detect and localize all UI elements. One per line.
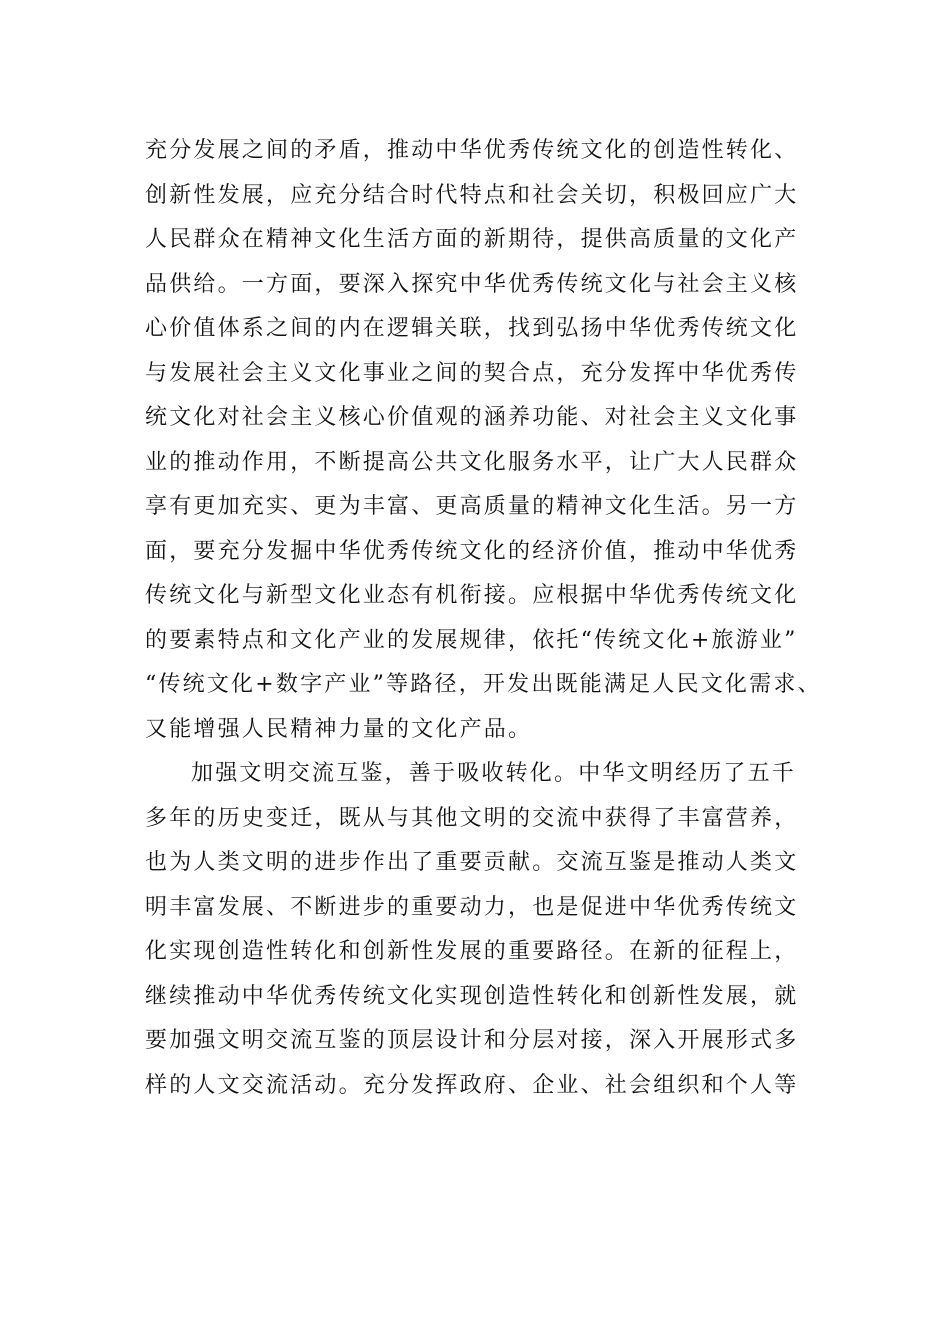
text-line: 要加强文明交流互鉴的顶层设计和分层对接，深入开展形式多: [145, 1028, 799, 1053]
text-line: 的要素特点和文化产业的发展规律，依托“传统文化+旅游业”: [145, 627, 798, 653]
text-line: 心价值体系之间的内在逻辑关联，找到弘扬中华优秀传统文化: [145, 316, 799, 341]
text-line: 享有更加充实、更为丰富、更高质量的精神文化生活。另一方: [145, 494, 799, 519]
text-line: 与发展社会主义文化事业之间的契合点，充分发挥中华优秀传: [145, 360, 799, 386]
text-line: 充分发展之间的矛盾，推动中华优秀传统文化的创造性转化、: [145, 138, 799, 163]
text-line: 统文化对社会主义核心价值观的涵养功能、对社会主义文化事: [145, 405, 799, 430]
text-line: 业的推动作用，不断提高公共文化服务水平，让广大人民群众: [145, 449, 799, 475]
text-line: 又能增强人民精神力量的文化产品。: [145, 716, 533, 742]
text-line: 传统文化与新型文化业态有机衔接。应根据中华优秀传统文化: [145, 583, 799, 608]
text-line: “传统文化+数字产业”等路径，开发出既能满足人民文化需求、: [145, 672, 822, 697]
text-line: 创新性发展，应充分结合时代特点和社会关切，积极回应广大: [145, 182, 799, 208]
text-line: 品供给。一方面，要深入探究中华优秀传统文化与社会主义核: [145, 271, 799, 297]
text-line: 加强文明交流互鉴，善于吸收转化。中华文明经历了五千: [191, 761, 797, 786]
body-text: [145, 129, 845, 1108]
text-line: 多年的历史变迁，既从与其他文明的交流中获得了丰富营养，: [145, 805, 799, 831]
paragraph-2: [145, 752, 845, 1108]
text-line: 明丰富发展、不断进步的重要动力，也是促进中华优秀传统文: [145, 894, 799, 920]
text-line: 样的人文交流活动。充分发挥政府、企业、社会组织和个人等: [145, 1072, 799, 1098]
text-line: 人民群众在精神文化生活方面的新期待，提供高质量的文化产: [145, 227, 799, 252]
text-line: 也为人类文明的进步作出了重要贡献。交流互鉴是推动人类文: [145, 850, 799, 875]
text-line: 继续推动中华优秀传统文化实现创造性转化和创新性发展，就: [145, 983, 799, 1009]
text-line: 化实现创造性转化和创新性发展的重要路径。在新的征程上，: [145, 939, 799, 964]
paragraph-1: [145, 129, 845, 752]
text-line: 面，要充分发掘中华优秀传统文化的经济价值，推动中华优秀: [145, 538, 799, 564]
